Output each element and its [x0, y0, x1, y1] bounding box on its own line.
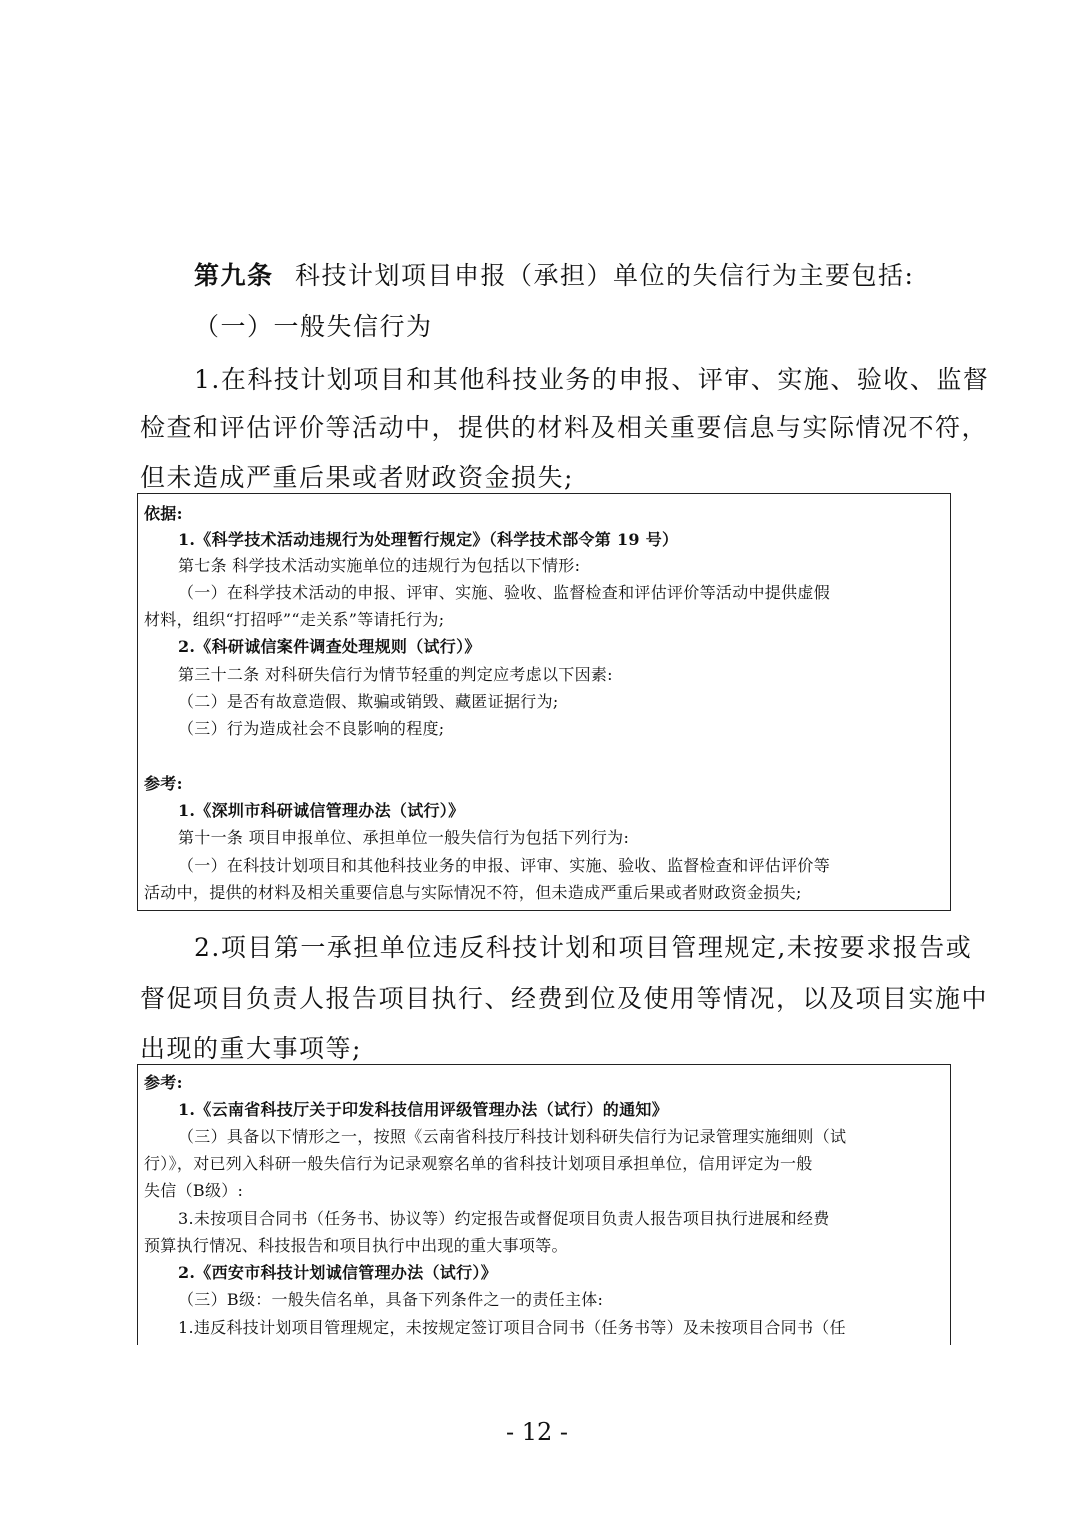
reference1-line: 预算执行情况、科技报告和项目执行中出现的重大事项等。 [144, 1236, 568, 1255]
reference1-line: 3.未按项目合同书（任务书、协议等）约定报告或督促项目负责人报告项目执行进展和经费 [178, 1209, 830, 1228]
reference1-line: 第十一条 项目申报单位、承担单位一般失信行为包括下列行为: [178, 828, 630, 847]
reference1-line: （一）在科技计划项目和其他科技业务的申报、评审、实施、验收、监督检查和评估评价等 [178, 856, 831, 875]
reference2-line: 1.违反科技计划项目管理规定，未按规定签订项目合同书（任务书等）及未按项目合同书（任 [178, 1318, 846, 1337]
basis-doc2-line: 第三十二条 对科研失信行为情节轻重的判定应考虑以下因素: [178, 665, 613, 684]
article-heading [194, 256, 914, 292]
item1-line3: 但未造成严重后果或者财政资金损失; [140, 463, 574, 492]
basis-doc2-line: （三）行为造成社会不良影响的程度; [178, 719, 445, 738]
page-number: - 12 - [505, 1418, 568, 1446]
basis-doc2-line: （二）是否有故意造假、欺骗或销毁、藏匿证据行为; [178, 692, 559, 711]
item2-line2: 督促项目负责人报告项目执行、经费到位及使用等情况，以及项目实施中 [140, 984, 989, 1013]
basis-doc1-line: 材料，组织“打招呼”“走关系”等请托行为; [144, 610, 445, 629]
basis-doc1-line: 第七条 科学技术活动实施单位的违规行为包括以下情形: [178, 556, 581, 575]
article-label: 第九条 [194, 261, 274, 290]
basis-doc1-line: （一）在科学技术活动的申报、评审、实施、验收、监督检查和评估评价等活动中提供虚假 [178, 583, 831, 602]
reference1-line: 行）》，对已列入科研一般失信行为记录观察名单的省科技计划项目承担单位，信用评定为一般 [144, 1154, 813, 1173]
reference2-title: 2.《西安市科技计划诚信管理办法（试行）》 [178, 1263, 498, 1282]
basis-label: 依据: [144, 504, 183, 523]
item1-line2: 检查和评估评价等活动中，提供的材料及相关重要信息与实际情况不符， [140, 413, 989, 442]
section-heading: （一）一般失信行为 [194, 312, 433, 341]
reference1-line: （三）具备以下情形之一，按照《云南省科技厅科技计划科研失信行为记录管理实施细则（试 [178, 1127, 847, 1146]
basis-doc2-title: 2.《科研诚信案件调查处理规则（试行）》 [178, 637, 481, 656]
reference1-title: 1.《深圳市科研诚信管理办法（试行）》 [178, 801, 465, 820]
reference1-line: 活动中，提供的材料及相关重要信息与实际情况不符，但未造成严重后果或者财政资金损失; [144, 883, 802, 902]
reference1-title: 1.《云南省科技厅关于印发科技信用评级管理办法（试行）的通知》 [178, 1100, 669, 1119]
reference-box [137, 1064, 951, 1345]
reference2-line: （三）B级：一般失信名单，具备下列条件之一的责任主体: [178, 1290, 604, 1309]
reference1-line: 失信（B级）: [144, 1181, 244, 1200]
item1-line1: 1.在科技计划项目和其他科技业务的申报、评审、实施、验收、监督 [194, 365, 990, 394]
basis-doc1-title: 1.《科学技术活动违规行为处理暂行规定》（科学技术部令第 19 号） [178, 530, 679, 549]
item2-line1: 2.项目第一承担单位违反科技计划和项目管理规定,未按要求报告或 [194, 933, 973, 962]
reference-label: 参考: [144, 1073, 183, 1092]
basis-box [137, 493, 951, 911]
article-title: 科技计划项目申报（承担）单位的失信行为主要包括: [294, 261, 915, 290]
reference-label: 参考: [144, 774, 183, 793]
item2-line3: 出现的重大事项等; [140, 1034, 362, 1063]
